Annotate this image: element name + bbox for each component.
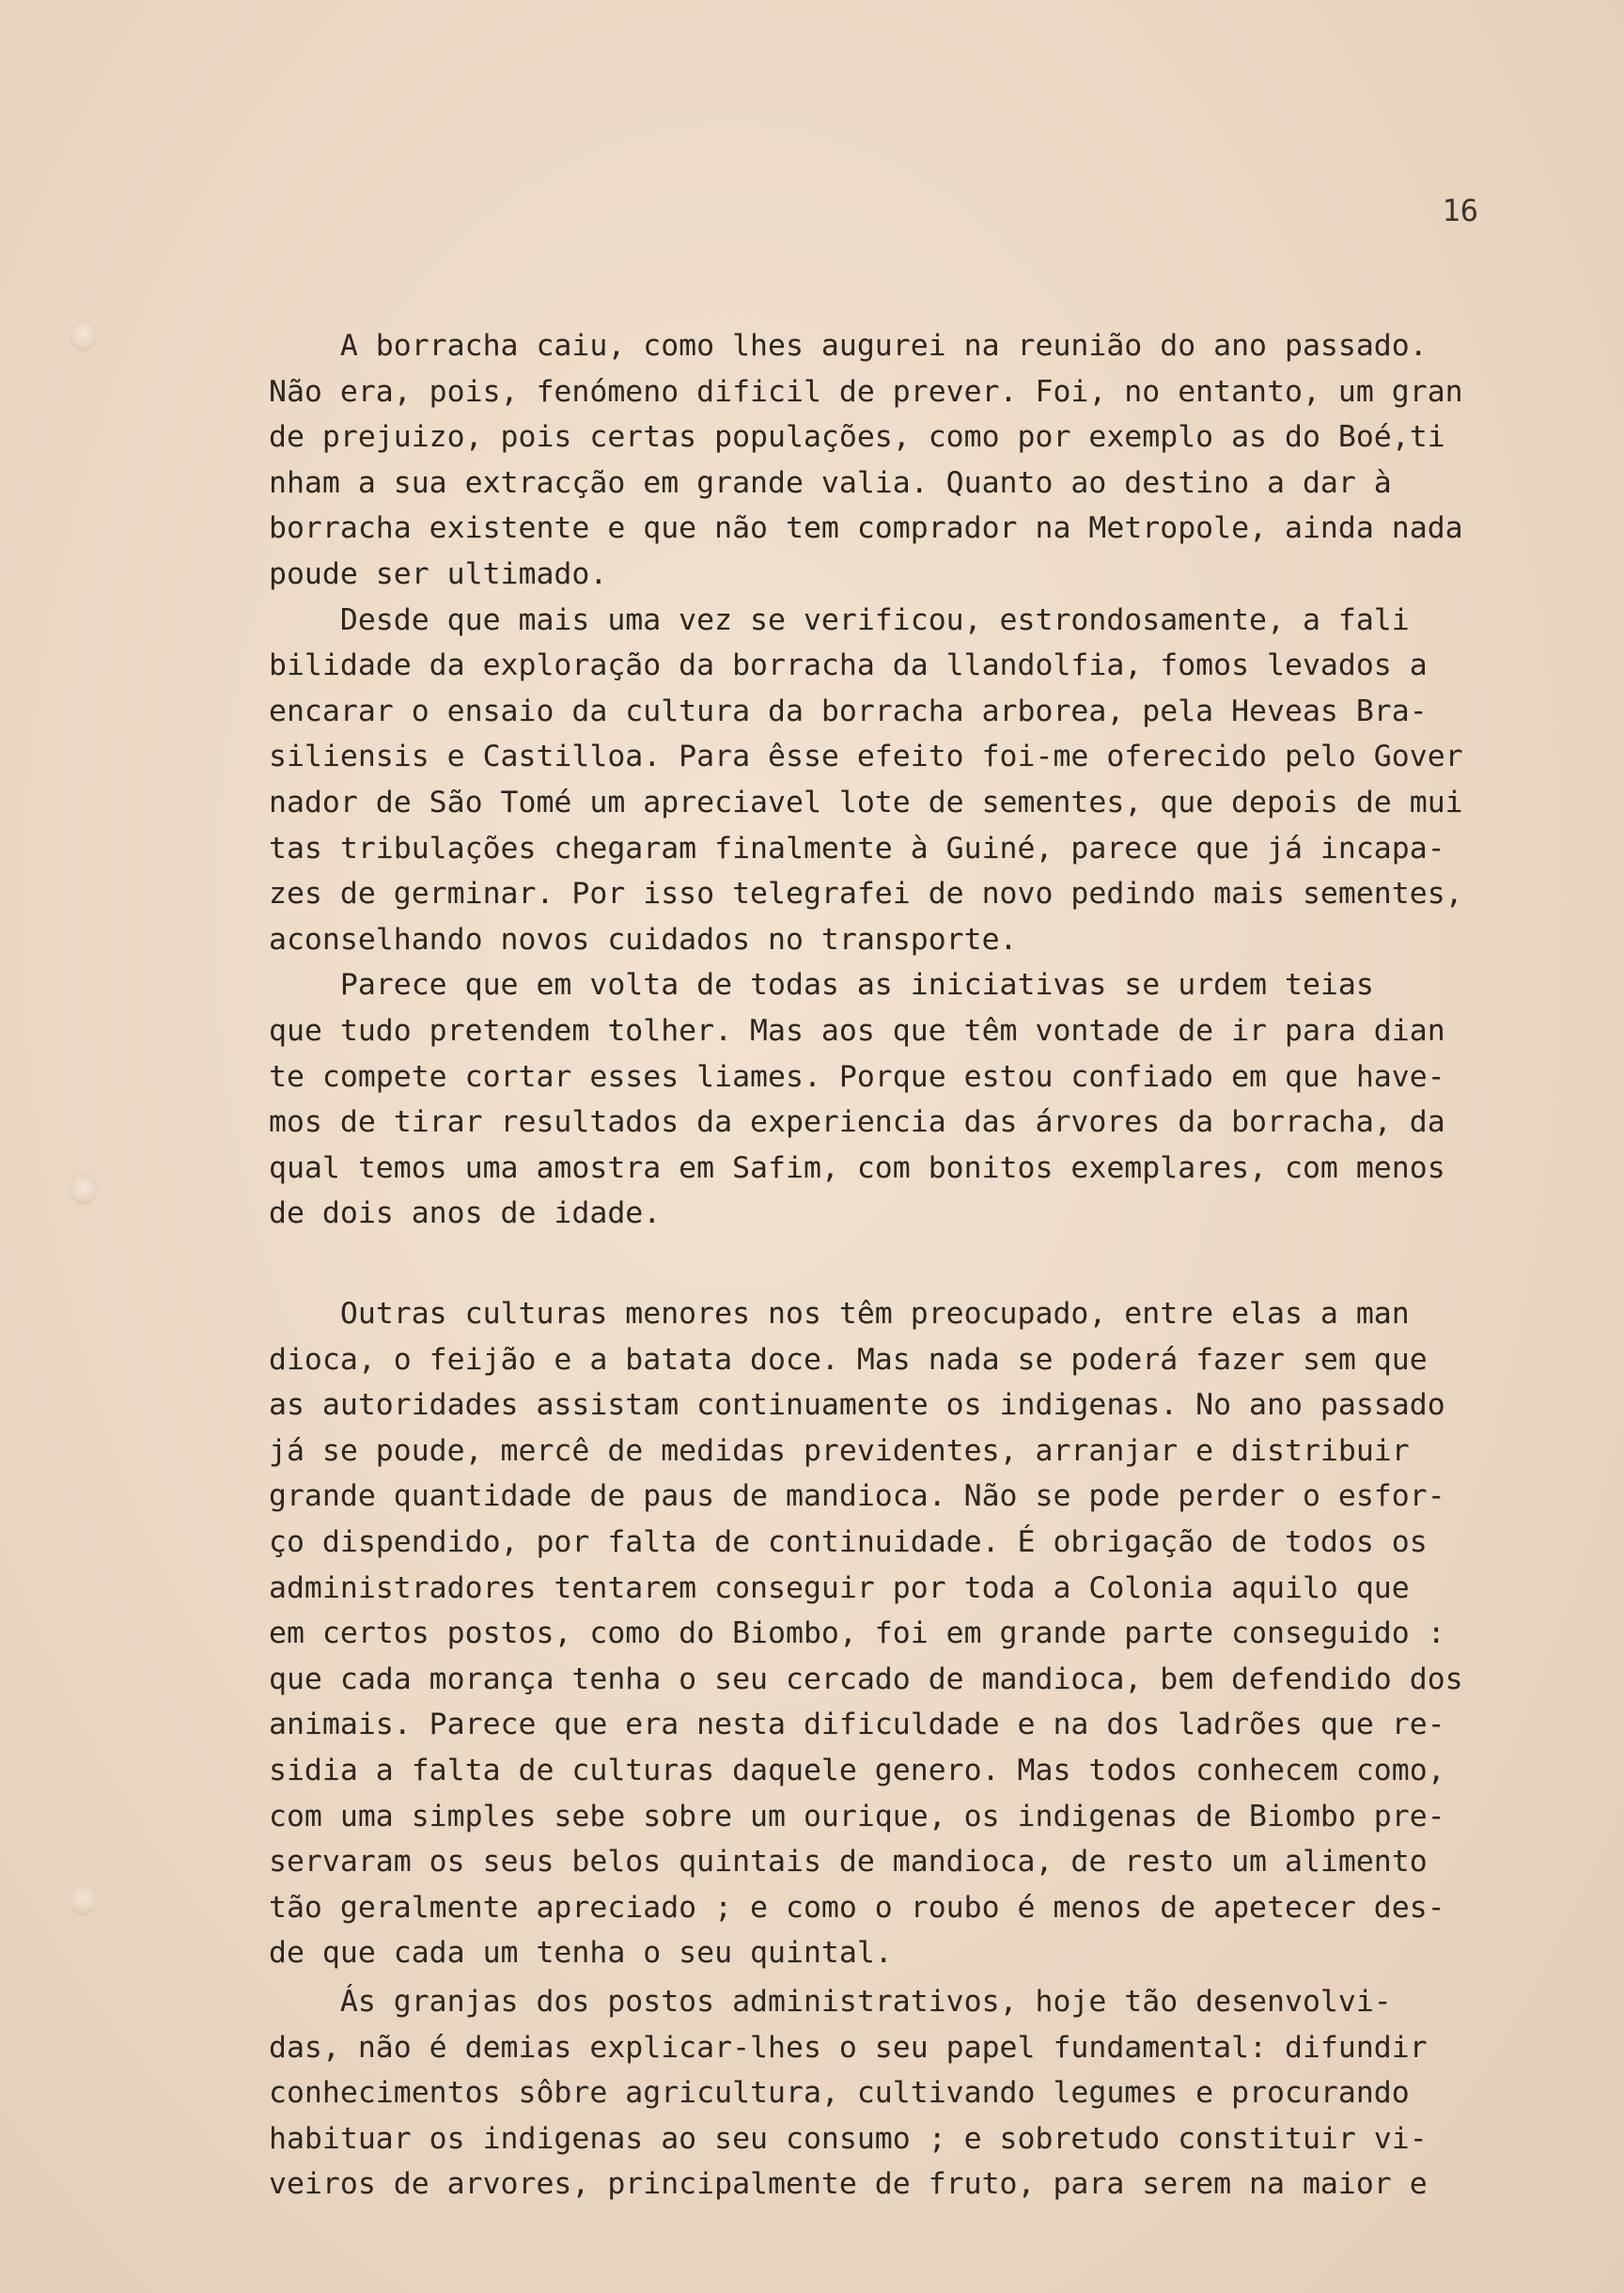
text-line: dioca, o feijão e a batata doce. Mas nada se poderá fazer sem que [269,1342,1428,1377]
text-line: que tudo pretendem tolher. Mas aos que têm vontade de ir para dian [269,1013,1445,1048]
text-line: as autoridades assistam continuamente os indigenas. No ano passado [269,1388,1445,1423]
text-line: Outras culturas menores nos têm preocupado, entre elas a man [269,1297,1410,1331]
text-line: de que cada um tenha o seu quintal. [269,1936,893,1971]
punch-hole [70,1173,98,1205]
text-line: aconselhando novos cuidados no transporte. [269,922,1018,957]
text-line: Ás granjas dos postos administrativos, hoje tão desenvolvi- [269,1985,1392,2019]
text-line: bilidade da exploração da borracha da llandolfia, fomos levados a [269,648,1428,683]
text-line: mos de tirar resultados da experiencia das árvores da borracha, da [269,1105,1445,1140]
text-line: sidia a falta de culturas daquele genero. Mas todos conhecem como, [269,1753,1445,1787]
text-line: nham a sua extracção em grande valia. Quanto ao destino a dar à [269,465,1392,500]
text-line: conhecimentos sôbre agricultura, cultivando legumes e procurando [269,2076,1410,2111]
text-line: Desde que mais uma vez se verificou, estrondosamente, a fali [269,602,1410,637]
text-line: servaram os seus belos quintais de mandioca, de resto um alimento [269,1845,1428,1880]
text-section-farms [269,1979,1519,2207]
text-line: encarar o ensaio da cultura da borracha arborea, pela Heveas Bra- [269,694,1428,728]
text-section-rubber [269,323,1519,1237]
punch-hole [70,1883,98,1915]
text-line: já se poude, mercê de medidas previdentes, arranjar e distribuir [269,1433,1410,1468]
text-line: de dois anos de idade. [269,1196,662,1231]
text-line: tas tribulações chegaram finalmente à Guiné, parece que já incapa- [269,831,1445,866]
text-line: te compete cortar esses liames. Porque estou confiado em que have- [269,1059,1445,1094]
text-line: das, não é demias explicar-lhes o seu papel fundamental: difundir [269,2030,1428,2065]
text-line: administradores tentarem conseguir por toda a Colonia aquilo que [269,1570,1410,1605]
text-line: poude ser ultimado. [269,556,608,591]
text-line: Não era, pois, fenómeno dificil de prever. Foi, no entanto, um gran [269,374,1463,409]
text-line: siliensis e Castilloa. Para êsse efeito foi-me oferecido pelo Gover [269,740,1463,774]
text-line: borracha existente e que não tem comprador na Metropole, ainda nada [269,511,1463,546]
text-line: que cada morança tenha o seu cercado de mandioca, bem defendido dos [269,1661,1463,1696]
text-line: habituar os indigenas ao seu consumo ; e sobretudo constituir vi- [269,2121,1428,2156]
text-line: animais. Parece que era nesta dificuldade e na dos ladrões que re- [269,1708,1445,1742]
punch-hole [70,320,98,351]
text-line: A borracha caiu, como lhes augurei na reunião do ano passado. [269,329,1428,363]
text-line: de prejuizo, pois certas populações, como por exemplo as do Boé,ti [269,420,1445,455]
text-line: Parece que em volta de todas as iniciativas se urdem teias [269,968,1374,1003]
text-line: tão geralmente apreciado ; e como o roubo é menos de apetecer des- [269,1890,1445,1925]
text-line: qual temos uma amostra em Safim, com bonitos exemplares, com menos [269,1150,1445,1185]
text-line: em certos postos, como do Biombo, foi em grande parte conseguido : [269,1616,1445,1651]
text-line: zes de germinar. Por isso telegrafei de novo pedindo mais sementes, [269,877,1463,912]
page-number: 16 [1442,193,1478,228]
text-line: com uma simples sebe sobre um ourique, os indigenas de Biombo pre- [269,1799,1445,1833]
text-line: veiros de arvores, principalmente de fruto, para serem na maior e [269,2167,1428,2202]
text-line: grande quantidade de paus de mandioca. Não se pode perder o esfor- [269,1479,1445,1514]
text-section-minor-crops [269,1291,1519,1976]
text-line: ço dispendido, por falta de continuidade. É obrigação de todos os [269,1524,1428,1559]
text-line: nador de São Tomé um apreciavel lote de sementes, que depois de mui [269,785,1463,819]
